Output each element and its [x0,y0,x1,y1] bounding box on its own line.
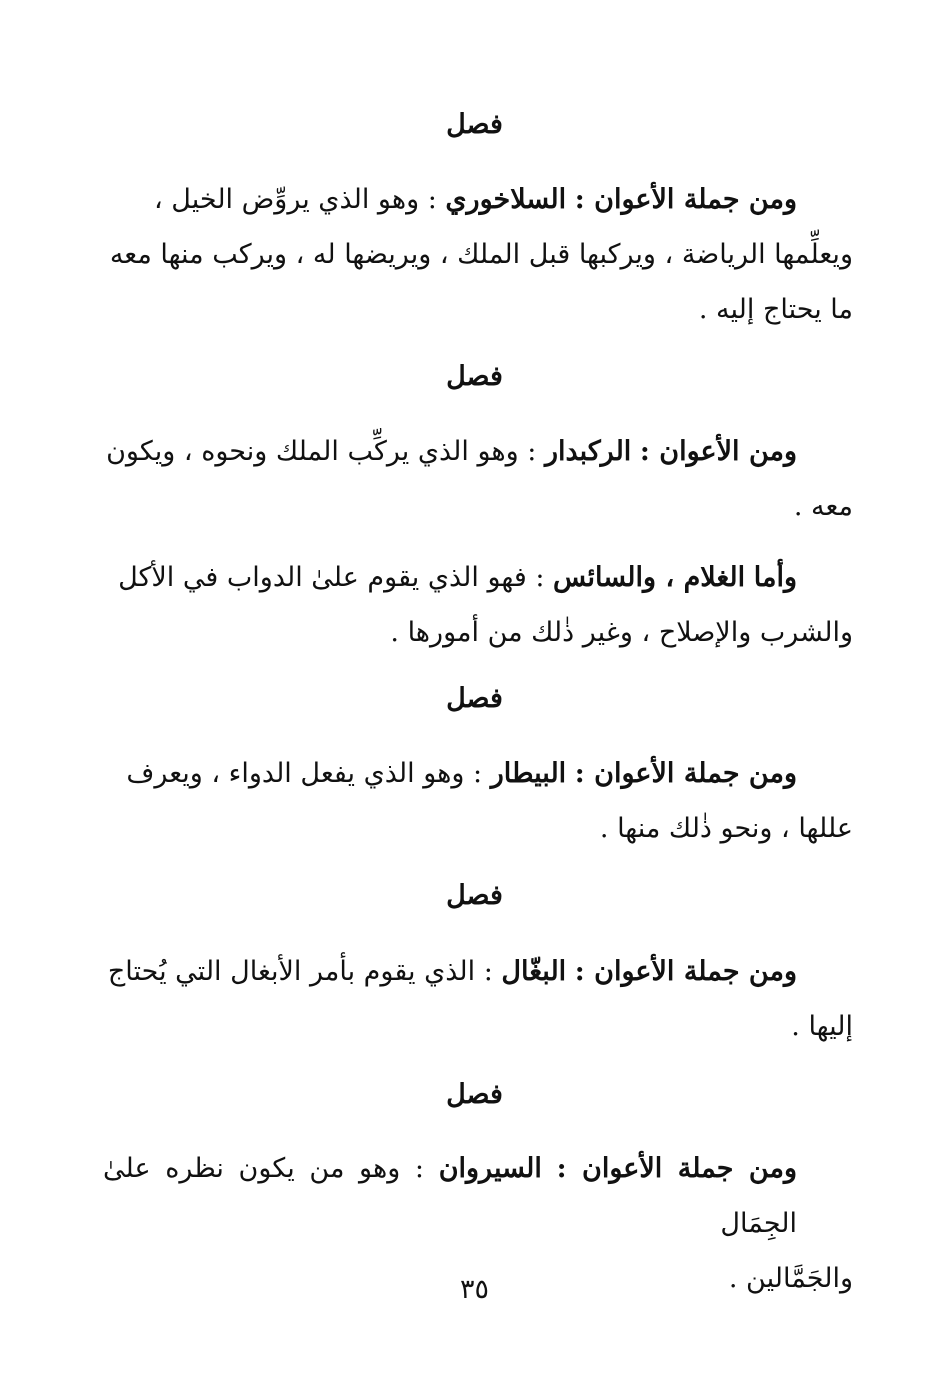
definition-text: : الذي يقوم بأمر الأبغال التي يُحتاج [107,956,493,987]
section-heading: فصل [446,880,503,911]
lead-text: ومن الأعوان : [639,436,797,467]
paragraph [103,424,853,534]
paragraph-first-line [103,550,853,605]
paragraph-first-line [103,944,853,999]
paragraph [103,746,853,856]
lead-text: ومن جملة الأعوان : [556,1153,797,1184]
term-name: البغّال [501,956,567,987]
section-heading: فصل [446,361,503,392]
lead-text: ومن جملة الأعوان : [574,956,797,987]
term-name: السيروان [438,1153,542,1184]
paragraph-line: معه . [793,491,853,522]
lead-text: ومن جملة الأعوان : [574,184,797,215]
paragraph [103,550,853,660]
definition-text: : وهو الذي يركِّب الملك ونحوه ، ويكون [106,436,537,467]
definition-text: : فهو الذي يقوم علىٰ الدواب في الأكل [118,562,545,593]
page-number: ٣٥ [459,1274,489,1305]
term-name: السلاخوري [445,184,567,215]
section-heading: فصل [446,1079,503,1110]
term-name: الغلام ، والسائس [553,562,746,593]
paragraph-line: والشرب والإصلاح ، وغير ذٰلك من أمورها . [390,617,853,648]
lead-text: ومن جملة الأعوان : [574,758,797,789]
paragraph [103,172,853,337]
lead-text: وأما [753,562,797,593]
paragraph-line: ويعلِّمها الرياضة ، ويركبها قبل الملك ، ويريضها له ، ويركب منها معه [109,239,853,270]
section-heading: فصل [446,683,503,714]
definition-text: : وهو من يكون نظره علىٰ الجِمَال [103,1153,797,1239]
paragraph-line: عللها ، ونحو ذٰلك منها . [599,813,853,844]
term-name: البيطار [490,758,567,789]
paragraph [103,944,853,1054]
paragraph-first-line [103,172,853,227]
paragraph-line: والجَمَّالين . [728,1263,853,1294]
paragraph-line: ما يحتاج إليه . [698,294,853,325]
definition-text: : وهو الذي يروِّض الخيل ، [154,184,437,215]
term-name: الركبدار [544,436,632,467]
paragraph-first-line [103,424,853,479]
section-heading: فصل [446,109,503,140]
paragraph-first-line [103,1141,853,1251]
definition-text: : وهو الذي يفعل الدواء ، ويعرف [126,758,483,789]
paragraph-line: إليها . [791,1011,853,1042]
paragraph-first-line [103,746,853,801]
